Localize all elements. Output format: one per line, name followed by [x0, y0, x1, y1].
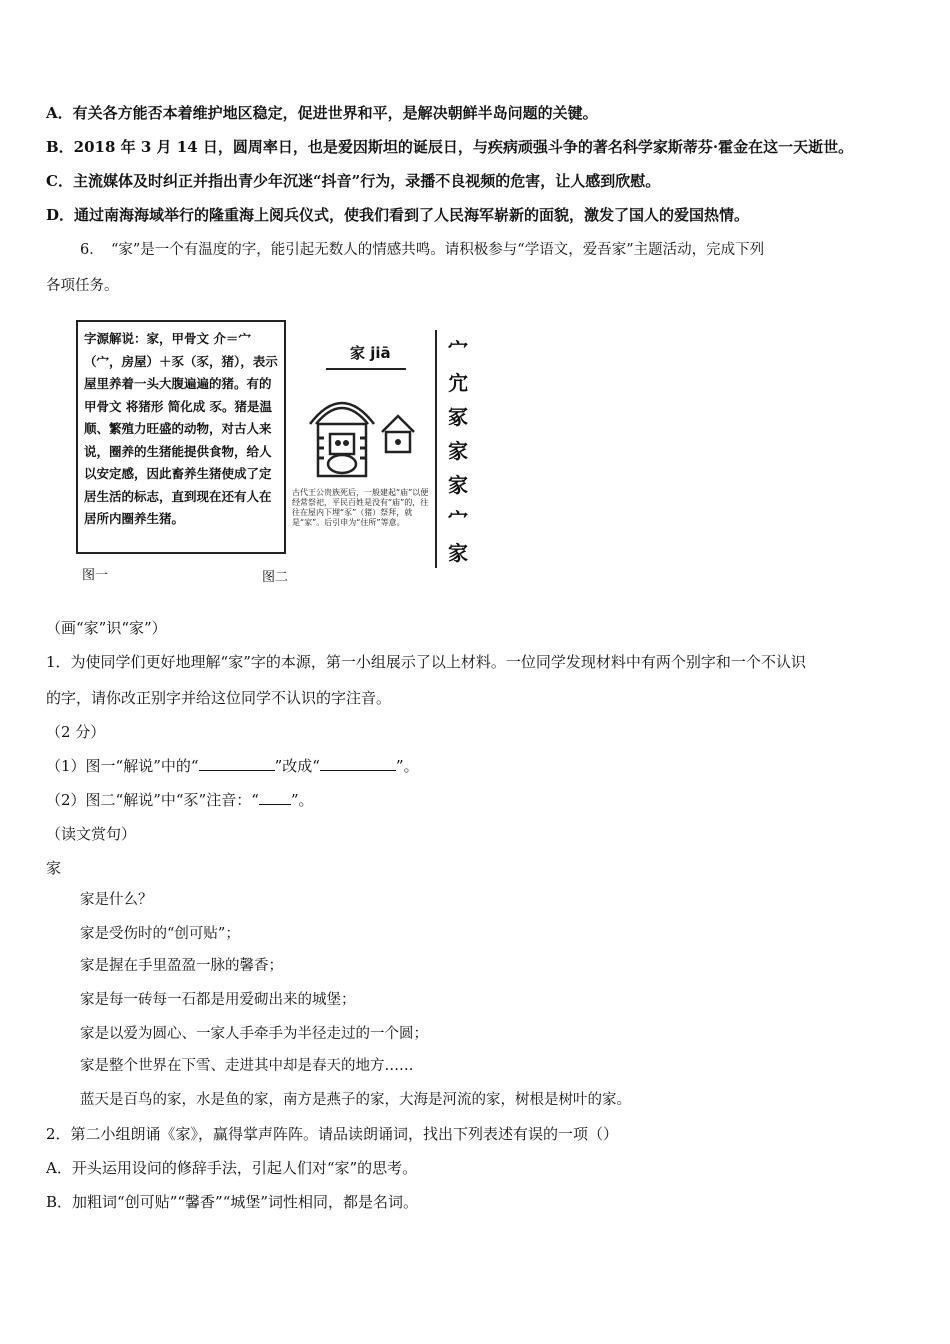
q1-sub2-prefix: （2）图二“解说”中“豕”注音：“	[46, 791, 259, 809]
figure-two-rule	[326, 368, 406, 370]
evolution-glyph: 冢	[448, 405, 468, 429]
q1-sub2	[46, 790, 314, 810]
evolution-glyph: 家	[448, 473, 468, 497]
poem-line: 蓝天是百鸟的家，水是鱼的家，南方是燕子的家，大海是河流的家，树根是树叶的家。	[80, 1092, 631, 1108]
q2-option-a: A．开头运用设问的修辞手法，引起人们对“家”的思考。	[46, 1159, 418, 1177]
ancestral-house-illustration	[302, 376, 422, 481]
q1-stem-line2: 的字，请你改正别字并给这位同学不认识的字注音。	[46, 689, 392, 707]
q1-sub1-middle: ”改成“	[274, 757, 320, 775]
q1-sub1	[46, 756, 419, 776]
q2-stem: 2．第二小组朗诵《家》，赢得掌声阵阵。请品读朗诵词，找出下列表述有误的一项（）	[46, 1125, 619, 1143]
poem-line: 家是整个世界在下雪、走进其中却是春天的地方……	[80, 1058, 414, 1074]
figure-one-text: 字源解说：家，甲骨文 介＝宀（宀，房屋）＋豕（豕，猪），表示屋里养着一头大腹遍遍的猪。有的甲骨文 将猪形 简化成 豕。猪是温顺、繁殖力旺盛的动物，对古人来说，圈养的生猪能提供食物，给人以安定感，因此畜养生猪使成了定居生活的标志，直到现在还有人在居所内圈养生猪。	[84, 331, 278, 526]
evolution-glyph-column	[446, 332, 470, 570]
evolution-glyph: 家	[448, 541, 468, 565]
q1-sub1-prefix: （1）图一“解说”中的“	[46, 757, 199, 775]
q6-stem-line2: 各项任务。	[46, 278, 119, 294]
figure-jia-origin	[70, 312, 540, 592]
poem-line: 家是什么？	[80, 892, 153, 908]
q1-sub1-suffix: ”。	[395, 757, 419, 775]
answer-blank[interactable]	[199, 756, 275, 771]
answer-blank[interactable]	[320, 756, 396, 771]
q2-option-b: B．加粗词“创可贴”“馨香”“城堡”词性相同，都是名词。	[46, 1193, 419, 1211]
q6-stem-line1: 6． “家”是一个有温度的字，能引起无数人的情感共鸣。请积极参与“学语文，爱吾家”主题活动，完成下列	[80, 242, 765, 258]
evolution-glyph: 宀	[448, 337, 468, 361]
q5-option-d: D．通过南海海域举行的隆重海上阅兵仪式，使我们看到了人民海军崭新的面貌，激发了国人的爱国热情。	[46, 206, 750, 224]
figure-two-description: 古代王公贵族死后，一般建起“庙”以便经常祭祀，平民百姓是没有“庙”的，往往在屋内下埋“豕”（猪）祭拜，就是“家”。后引申为“住所”等意。	[292, 488, 429, 527]
figure-two-title: 家 jiā	[350, 344, 391, 362]
evolution-glyph: 宂	[448, 371, 468, 395]
poem-line: 家是握在手里盈盈一脉的馨香；	[80, 958, 283, 974]
poem-line: 家是以爱为圆心、一家人手牵手为半径走过的一个圆；	[80, 1026, 428, 1042]
figure-two-divider	[435, 330, 437, 568]
poem-line: 家是受伤时的“创可贴”；	[80, 926, 240, 942]
q5-option-a: A．有关各方能否本着维护地区稳定，促进世界和平，是解决朝鲜半岛问题的关键。	[46, 104, 598, 122]
answer-blank[interactable]	[259, 790, 291, 805]
q1-score: （2 分）	[46, 723, 106, 741]
evolution-glyph: 家	[448, 439, 468, 463]
q1-stem-line1: 1．为使同学们更好地理解“家”字的本源，第一小组展示了以上材料。一位同学发现材料中有两个别字和一个不认识	[46, 653, 806, 671]
section-title-hua-jia: （画“家”识“家”）	[46, 619, 167, 637]
evolution-glyph: 宀	[448, 507, 468, 531]
figure-one-box	[76, 320, 286, 554]
q5-option-c: C．主流媒体及时纠正并指出青少年沉迷“抖音”行为，录播不良视频的危害，让人感到欣慰。	[46, 172, 661, 190]
q5-option-b: B．2018 年 3 月 14 日，圆周率日，也是爱因斯坦的诞辰日，与疾病顽强斗争的著名科学家斯蒂芬·霍金在这一天逝世。	[46, 138, 854, 156]
q1-sub2-suffix: ”。	[290, 791, 314, 809]
figure-one-caption: 图一	[82, 568, 109, 583]
figure-two-caption: 图二	[262, 570, 289, 585]
poem-title: 家	[46, 859, 62, 877]
poem-line: 家是每一砖每一石都是用爱砌出来的城堡；	[80, 992, 356, 1008]
section-title-read: （读文赏句）	[46, 825, 137, 843]
